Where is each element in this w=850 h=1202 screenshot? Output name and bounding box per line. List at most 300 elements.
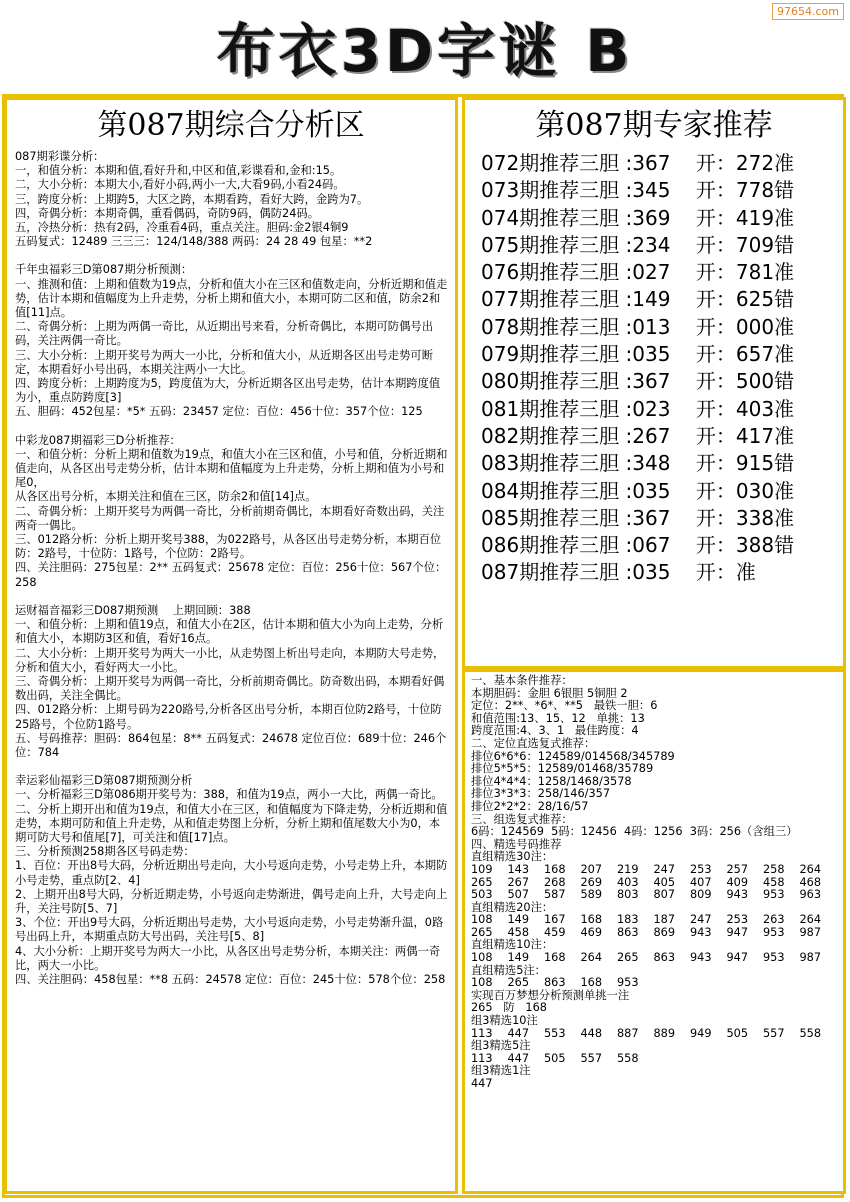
issue-number: 072 xyxy=(481,151,520,175)
analysis-line: 三、分析预测258期各区号码走势： xyxy=(15,845,195,859)
expert-panel xyxy=(462,97,846,669)
basic-line: 一、基本条件推荐： xyxy=(471,674,573,687)
analysis-line: 五，冷热分析：热有2码，冷重看4码，重点关注。胆码:金2银4铜9 xyxy=(15,221,349,235)
open-number: 338 xyxy=(735,505,775,530)
spacer xyxy=(670,479,695,503)
watermark-link[interactable]: 97654.com xyxy=(772,3,844,20)
result-mark: 准 xyxy=(774,478,795,503)
basic-line: 二、定位直选复式推荐： xyxy=(471,736,596,750)
recommend-label: 期推荐三胆 xyxy=(519,451,620,476)
open-number: 030 xyxy=(735,478,775,503)
result-mark: 错 xyxy=(774,287,795,312)
analysis-line: 四、012路分析：上期号码为220路号,分析各区出号分析，本期百位防2路号，十位防25路号，个位防1路号。 xyxy=(15,703,442,731)
recommended-digits: 367 xyxy=(632,505,671,530)
open-number: 388 xyxy=(735,533,775,558)
recommendation-row xyxy=(481,532,843,559)
basic-line: 四、精选号码推荐 xyxy=(471,837,562,851)
pick-number: 264 xyxy=(799,913,822,927)
open-number: 709 xyxy=(735,232,775,257)
pick-number: 587 xyxy=(544,888,566,902)
analysis-line: 二，大小分析：本期大小,看好小码,两小一大,大看9码,小看24码。 xyxy=(15,178,345,192)
section-label: 直组精选10注： xyxy=(471,938,554,952)
pick-number: 553 xyxy=(544,1026,566,1040)
open-label: 开： xyxy=(695,560,736,585)
basic-line: 直组精选30注： xyxy=(471,850,554,864)
result-mark: 错 xyxy=(774,369,795,394)
recommend-label: 期推荐三胆 xyxy=(519,396,620,421)
recommend-label: 期推荐三胆 xyxy=(519,260,620,285)
open-label: 开： xyxy=(695,478,736,503)
separator: : xyxy=(619,533,633,558)
analysis-line: 二、大小分析：上期开奖号为两大一小比，从走势图上析出号走向，本期防大号走势，分析和值大小，看好两大一小比。 xyxy=(15,646,445,674)
open-label: 开： xyxy=(695,232,736,257)
pick-number: 187 xyxy=(653,913,676,927)
section-label: 组3精选10注 xyxy=(471,1014,538,1028)
pick-number: 503 xyxy=(471,888,493,902)
analysis-line: 五、号码推荐：胆码：864包星：8** 五码复式：24678 定位百位：689十位：246个位：784 xyxy=(15,731,447,759)
pick-number: 459 xyxy=(544,925,566,939)
pick-number: 265 xyxy=(507,976,530,990)
result-mark: 准 xyxy=(774,151,795,175)
recommend-label: 期推荐三胆 xyxy=(519,342,620,367)
basic-line: 排位4*4*4：1258/1468/3578 xyxy=(471,774,632,788)
spacer xyxy=(670,451,695,475)
issue-number: 079 xyxy=(481,342,520,367)
pick-number: 409 xyxy=(726,875,749,889)
issue-number: 086 xyxy=(481,533,520,558)
analysis-line: 三，跨度分析：上期跨5，大区之跨，本期看跨，看好大跨，金跨为7。 xyxy=(15,192,369,206)
recommended-digits: 234 xyxy=(632,232,671,257)
analysis-line: 二、奇偶分析：上期为两偶一奇比，从近期出号来看，分析奇偶比，本期可防偶号出码，关注两偶一奇比。 xyxy=(15,320,433,348)
spacer xyxy=(670,397,695,421)
basic-line: 6码：124569 5码：12456 4码：1256 3码：256（含组三） xyxy=(471,825,798,839)
pick-number: 168 xyxy=(544,951,566,965)
issue-number: 084 xyxy=(481,478,520,503)
section-label: 直组精选20注： xyxy=(471,900,554,914)
pick-number: 558 xyxy=(799,1026,822,1040)
analysis-line: 五、胆码：452包星：*5* 五码：23457 定位：百位：456十位：357个位：125 xyxy=(15,405,423,419)
recommendation-list xyxy=(465,148,843,587)
pick-number: 264 xyxy=(580,951,603,965)
analysis-line: 四、跨度分析：上期跨度为5，跨度值为大，分析近期各区出号走势，估计本期跨度值为小，重点防跨度[3] xyxy=(15,377,441,405)
recommendation-row xyxy=(481,559,843,586)
separator: : xyxy=(619,478,633,503)
analysis-line: 一、和值分析：分析上期和值数为19点，和值大小在三区和值，小号和值，分析近期和值走向，从各区出号走势分析，估计本期和值幅度为上升走势，分析上期和值为小号和尾0， xyxy=(15,447,448,490)
issue-number: 077 xyxy=(481,287,520,312)
separator: : xyxy=(619,342,633,367)
pick-number: 953 xyxy=(617,976,639,990)
spacer xyxy=(15,249,451,263)
pick-number: 953 xyxy=(763,925,785,939)
pick-number: 219 xyxy=(617,862,639,876)
pick-number: 809 xyxy=(690,888,712,902)
recommended-digits: 027 xyxy=(632,260,671,285)
analysis-title: 第087期综合分析区 xyxy=(97,108,365,143)
pick-number: 269 xyxy=(580,875,603,889)
analysis-panel xyxy=(4,97,458,1194)
section-label: 直组精选5注： xyxy=(471,963,546,977)
pick-row-30 xyxy=(471,889,839,902)
spacer xyxy=(15,590,451,604)
banner-title: 布衣3D字谜 B xyxy=(216,17,634,85)
expert-title: 第087期专家推荐 xyxy=(535,108,773,143)
open-label: 开： xyxy=(695,451,736,476)
pick-number: 253 xyxy=(726,913,749,927)
analysis-line: 1、百位：开出8号大码，分析近期出号走向，大小号返向走势，小号走势上升，本期防小号走势，重点防[2、4] xyxy=(15,859,448,887)
open-label: 开： xyxy=(695,178,736,203)
open-number: 778 xyxy=(735,178,775,203)
analysis-line: 二、奇偶分析：上期开奖号为两偶一奇比，分析前期奇偶比，本期看好奇数出码，关注两奇一偶比。 xyxy=(15,504,445,532)
result-mark: 准 xyxy=(735,560,756,585)
pick-number: 247 xyxy=(653,862,676,876)
basic-line: 本期胆码：金胆 6银胆 5铜胆 2 xyxy=(471,686,628,700)
pick-number: 558 xyxy=(617,1051,639,1065)
pick-number: 168 xyxy=(580,976,603,990)
pick-number: 863 xyxy=(617,925,639,939)
basic-line: 和值范围:13、15、12 单挑：13 xyxy=(471,711,645,725)
basic-line: 定位：2**、*6*、**5 最铁一胆：6 xyxy=(471,699,658,713)
pick-number: 869 xyxy=(653,925,676,939)
recommended-digits: 035 xyxy=(632,478,671,503)
pick-number: 108 xyxy=(471,913,493,927)
pick-number: 113 xyxy=(471,1051,493,1065)
recommended-digits: 013 xyxy=(632,314,671,339)
recommended-digits: 369 xyxy=(632,205,671,230)
pick-number: 943 xyxy=(690,951,712,965)
analysis-line: 千年虫福彩三D第087期分析预测： xyxy=(15,263,193,277)
recommendation-row xyxy=(481,478,843,505)
result-mark: 错 xyxy=(774,533,795,558)
spacer xyxy=(670,178,695,202)
pick-number: 863 xyxy=(544,976,566,990)
analysis-line: 从各区出号分析，本期关注和值在三区，防余2和值[14]点。 xyxy=(15,490,317,504)
open-label: 开： xyxy=(695,260,736,285)
spacer xyxy=(670,533,695,557)
pick-number: 168 xyxy=(580,913,603,927)
analysis-line: 一、和值分析：上期和值19点，和值大小在2区，估计本期和值大小为向上走势，分析和值大小，本期防3区和值，看好16点。 xyxy=(15,618,444,646)
issue-number: 075 xyxy=(481,232,520,257)
open-label: 开： xyxy=(695,314,736,339)
analysis-line: 4、大小分析：上期开奖号为两大一小比，从各区出号走势分析，本期关注：两偶一奇比，两大一小比。 xyxy=(15,944,441,972)
pick-row-20 xyxy=(471,914,839,927)
recommended-digits: 149 xyxy=(632,287,671,312)
separator: : xyxy=(619,369,633,394)
issue-number: 083 xyxy=(481,451,520,476)
pick-number: 183 xyxy=(617,913,639,927)
recommendation-row xyxy=(481,423,843,450)
spacer xyxy=(670,315,695,339)
pick-number: 143 xyxy=(507,862,530,876)
open-number: 915 xyxy=(735,451,775,476)
analysis-line: 中彩龙087期福彩三D分析推荐： xyxy=(15,433,181,447)
analysis-body xyxy=(7,148,455,987)
pick-row-30 xyxy=(471,864,839,877)
pick-number: 507 xyxy=(507,888,530,902)
separator: : xyxy=(619,560,633,585)
analysis-line: 三、012路分析：分析上期开奖号388，为022路号，从各区出号走势分析，本期百位防：2路号，十位防：1路号，个位防：2路号。 xyxy=(15,533,442,561)
analysis-line: 3、个位：开出9号大码，分析近期出号走势，大小号返向走势，小号走势渐升温，0路号出码上升，本期重点防大号出码，关注号[5、8] xyxy=(15,916,444,944)
analysis-line: 三、大小分析：上期开奖号为两大一小比，分析和值大小，从近期各区出号走势可断定，本期看好小号出码，本期关注两小一大比。 xyxy=(15,348,433,376)
pick-number: 949 xyxy=(690,1026,712,1040)
result-mark: 错 xyxy=(774,232,795,257)
pick-number: 268 xyxy=(544,875,566,889)
open-label: 开： xyxy=(695,151,736,175)
basic-line: 排位3*3*3：258/146/357 xyxy=(471,787,611,801)
pick-number: 589 xyxy=(580,888,603,902)
recommendation-row xyxy=(481,505,843,532)
single-pick: 447 xyxy=(471,1077,493,1090)
pick-number: 108 xyxy=(471,951,493,965)
recommend-label: 期推荐三胆 xyxy=(519,232,620,257)
recommend-label: 期推荐三胆 xyxy=(519,151,620,175)
pick-number: 943 xyxy=(690,925,712,939)
analysis-line: 一、分析福彩三D第086期开奖号为：388，和值为19点，两小一大比，两偶一奇比。 xyxy=(15,788,443,802)
pick-number: 263 xyxy=(763,913,785,927)
section-label: 组3精选1注 xyxy=(471,1064,531,1078)
section-label: 实现百万梦想分析预测单挑一注 xyxy=(471,988,630,1002)
pick-number: 149 xyxy=(507,951,530,965)
basic-line: 跨度范围:4、3、1 最佳跨度：4 xyxy=(471,724,639,738)
open-label: 开： xyxy=(695,396,736,421)
recommendation-row xyxy=(481,259,843,286)
issue-number: 081 xyxy=(481,396,520,421)
single-pick: 265 防 168 xyxy=(471,1001,547,1015)
spacer xyxy=(670,233,695,257)
result-mark: 准 xyxy=(774,260,795,285)
recommendation-row xyxy=(481,177,843,204)
recommend-label: 期推荐三胆 xyxy=(519,533,620,558)
result-mark: 准 xyxy=(774,423,795,448)
basic-line: 排位5*5*5：12589/01468/35789 xyxy=(471,762,654,776)
issue-number: 073 xyxy=(481,178,520,203)
pick-number: 447 xyxy=(507,1051,530,1065)
recommendation-row xyxy=(481,314,843,341)
open-label: 开： xyxy=(695,342,736,367)
pick-number: 108 xyxy=(471,976,493,990)
separator: : xyxy=(619,451,633,476)
result-mark: 准 xyxy=(774,314,795,339)
open-number: 657 xyxy=(735,342,775,367)
spacer xyxy=(670,260,695,284)
spacer xyxy=(670,506,695,530)
spacer xyxy=(15,420,451,434)
spacer xyxy=(670,151,695,175)
pick-number: 863 xyxy=(653,951,676,965)
open-number: 781 xyxy=(735,260,775,285)
pick-number: 167 xyxy=(544,913,566,927)
issue-number: 085 xyxy=(481,505,520,530)
spacer xyxy=(670,342,695,366)
recommended-digits: 267 xyxy=(632,423,671,448)
open-number: 419 xyxy=(735,205,775,230)
issue-number: 074 xyxy=(481,205,520,230)
separator: : xyxy=(619,505,633,530)
pick-number: 265 xyxy=(471,925,493,939)
analysis-line: 四，奇偶分析：本期奇偶，重看偶码，奇防9码，偶防24码。 xyxy=(15,206,319,220)
issue-number: 082 xyxy=(481,423,520,448)
basic-conditions-body xyxy=(465,672,843,1091)
result-mark: 错 xyxy=(774,451,795,476)
recommendation-row xyxy=(481,232,843,259)
separator: : xyxy=(619,151,633,175)
pick-number: 557 xyxy=(763,1026,785,1040)
pick-number: 468 xyxy=(799,875,822,889)
analysis-line: 五码复式：12489 三三三：124/148/388 两码：24 28 49 包星：**2 xyxy=(15,235,373,249)
open-number: 625 xyxy=(735,287,775,312)
recommendation-row xyxy=(481,150,843,177)
open-label: 开： xyxy=(695,205,736,230)
spacer xyxy=(670,424,695,448)
basic-line: 三、组选复式推荐： xyxy=(471,812,573,826)
pick-number: 887 xyxy=(617,1026,639,1040)
issue-number: 080 xyxy=(481,369,520,394)
issue-number: 078 xyxy=(481,314,520,339)
pick-number: 405 xyxy=(653,875,676,889)
recommendation-row xyxy=(481,396,843,423)
pick-number: 407 xyxy=(690,875,712,889)
recommendation-row xyxy=(481,341,843,368)
pick-number: 987 xyxy=(799,951,822,965)
recommend-label: 期推荐三胆 xyxy=(519,205,620,230)
spacer xyxy=(670,206,695,230)
pick-number: 113 xyxy=(471,1026,493,1040)
pick-number: 953 xyxy=(763,888,785,902)
analysis-line: 三、奇偶分析：上期开奖号为两偶一奇比，分析前期奇偶比。防奇数出码，本期看好偶数出码，关注全偶比。 xyxy=(15,674,445,703)
recommended-digits: 367 xyxy=(632,369,671,394)
separator: : xyxy=(619,396,633,421)
result-mark: 准 xyxy=(774,205,795,230)
recommended-digits: 035 xyxy=(632,560,671,585)
open-label: 开： xyxy=(695,287,736,312)
banner xyxy=(0,0,850,92)
pick-number: 947 xyxy=(726,925,749,939)
recommended-digits: 035 xyxy=(632,342,671,367)
result-mark: 错 xyxy=(774,178,795,203)
analysis-line: 一、推测和值：上期和值数为19点，分析和值大小在三区和值数走向，分析近期和值走势，估计本期和值幅度为上升走势，分析上期和值大小，本期可防二区和值，防余2和值[11]点。 xyxy=(15,277,448,320)
recommend-label: 期推荐三胆 xyxy=(519,560,620,585)
pick-number: 943 xyxy=(726,888,749,902)
separator: : xyxy=(619,287,633,312)
pick-number: 265 xyxy=(471,875,493,889)
pick-number: 963 xyxy=(799,888,822,902)
pick-number: 448 xyxy=(580,1026,603,1040)
recommend-label: 期推荐三胆 xyxy=(519,287,620,312)
recommendation-row xyxy=(481,286,843,313)
pick-number: 109 xyxy=(471,862,493,876)
separator: : xyxy=(619,314,633,339)
pick-number: 403 xyxy=(617,875,639,889)
open-number: 403 xyxy=(735,396,775,421)
pick-number: 557 xyxy=(580,1051,603,1065)
pick-number: 803 xyxy=(617,888,639,902)
spacer xyxy=(670,287,695,311)
pick-number: 458 xyxy=(763,875,785,889)
issue-number: 087 xyxy=(481,560,520,585)
analysis-line: 087期彩谍分析： xyxy=(15,150,105,163)
pick-number: 505 xyxy=(544,1051,566,1065)
issue-number: 076 xyxy=(481,260,520,285)
recommend-label: 期推荐三胆 xyxy=(519,478,620,503)
recommended-digits: 023 xyxy=(632,396,671,421)
result-mark: 准 xyxy=(774,505,795,530)
pick-number: 207 xyxy=(580,862,603,876)
open-number: 000 xyxy=(735,314,775,339)
spacer xyxy=(670,369,695,393)
pick-number: 807 xyxy=(653,888,676,902)
pick-number: 247 xyxy=(690,913,712,927)
recommendation-row xyxy=(481,368,843,395)
recommendation-row xyxy=(481,205,843,232)
pick-row-5 xyxy=(471,977,839,990)
open-label: 开： xyxy=(695,423,736,448)
pick-number: 505 xyxy=(726,1026,749,1040)
open-number: 272 xyxy=(735,151,775,175)
recommended-digits: 345 xyxy=(632,178,671,203)
analysis-line: 一，和值分析：本期和值,看好升和,中区和值,彩谍看和,金和:15。 xyxy=(15,164,342,178)
recommended-digits: 067 xyxy=(632,533,671,558)
analysis-line: 四、关注胆码：458包星：**8 五码：24578 定位：百位：245十位：578个位：258 xyxy=(15,972,446,986)
pick-number: 258 xyxy=(763,862,785,876)
separator: : xyxy=(619,232,633,257)
analysis-line: 四、关注胆码：275包星：2** 五码复式：25678 定位：百位：256十位：567个位：258 xyxy=(15,561,447,589)
pick-number: 987 xyxy=(799,925,822,939)
recommended-digits: 348 xyxy=(632,451,671,476)
recommend-label: 期推荐三胆 xyxy=(519,423,620,448)
recommend-label: 期推荐三胆 xyxy=(519,505,620,530)
pick-number: 458 xyxy=(507,925,530,939)
open-number: 500 xyxy=(735,369,775,394)
basic-line: 排位2*2*2：28/16/57 xyxy=(471,799,589,813)
recommended-digits: 367 xyxy=(632,151,671,175)
open-label: 开： xyxy=(695,505,736,530)
recommendation-row xyxy=(481,450,843,477)
pick-number: 265 xyxy=(617,951,639,965)
open-label: 开： xyxy=(695,533,736,558)
pick-number: 257 xyxy=(726,862,749,876)
pick-number: 947 xyxy=(726,951,749,965)
separator: : xyxy=(619,423,633,448)
basic-line: 排位6*6*6：124589/014568/345789 xyxy=(471,749,675,763)
result-mark: 准 xyxy=(774,396,795,421)
pick-number: 953 xyxy=(763,951,785,965)
pick-row-10 xyxy=(471,952,839,965)
pick-number: 168 xyxy=(544,862,566,876)
separator: : xyxy=(619,178,633,203)
analysis-line: 2、上期开出8号大码，分析近期走势，小号返向走势渐进，偶号走向上升，大号走向上升，关注号防[5、7] xyxy=(15,887,448,915)
section-label: 组3精选5注 xyxy=(471,1039,531,1053)
basic-conditions-panel xyxy=(462,669,846,1194)
analysis-line: 运财福音福彩三D087期预测 上期回顾：388 xyxy=(15,603,251,617)
spacer xyxy=(15,760,451,774)
analysis-line: 二、分析上期开出和值为19点，和值大小在三区，和值幅度为下降走势，分析近期和值走势，本期可防和值上升走势，从和值走势图上分析，分析上期和值尾数大小为0，本期可防大号和值尾[7]，可关注和值[17]点。 xyxy=(15,802,448,844)
pick-number: 267 xyxy=(507,875,530,889)
open-label: 开： xyxy=(695,369,736,394)
pick-number: 253 xyxy=(690,862,712,876)
pick-number: 264 xyxy=(799,862,822,876)
recommend-label: 期推荐三胆 xyxy=(519,314,620,339)
spacer xyxy=(670,560,695,584)
analysis-line: 幸运彩仙福彩三D第087期预测分析 xyxy=(15,774,193,788)
recommend-label: 期推荐三胆 xyxy=(519,369,620,394)
pick-number: 889 xyxy=(653,1026,676,1040)
recommend-label: 期推荐三胆 xyxy=(519,178,620,203)
pick-number: 447 xyxy=(507,1026,530,1040)
result-mark: 准 xyxy=(774,342,795,367)
separator: : xyxy=(619,205,633,230)
pick-number: 469 xyxy=(580,925,603,939)
pick-number: 149 xyxy=(507,913,530,927)
open-number: 417 xyxy=(735,423,775,448)
